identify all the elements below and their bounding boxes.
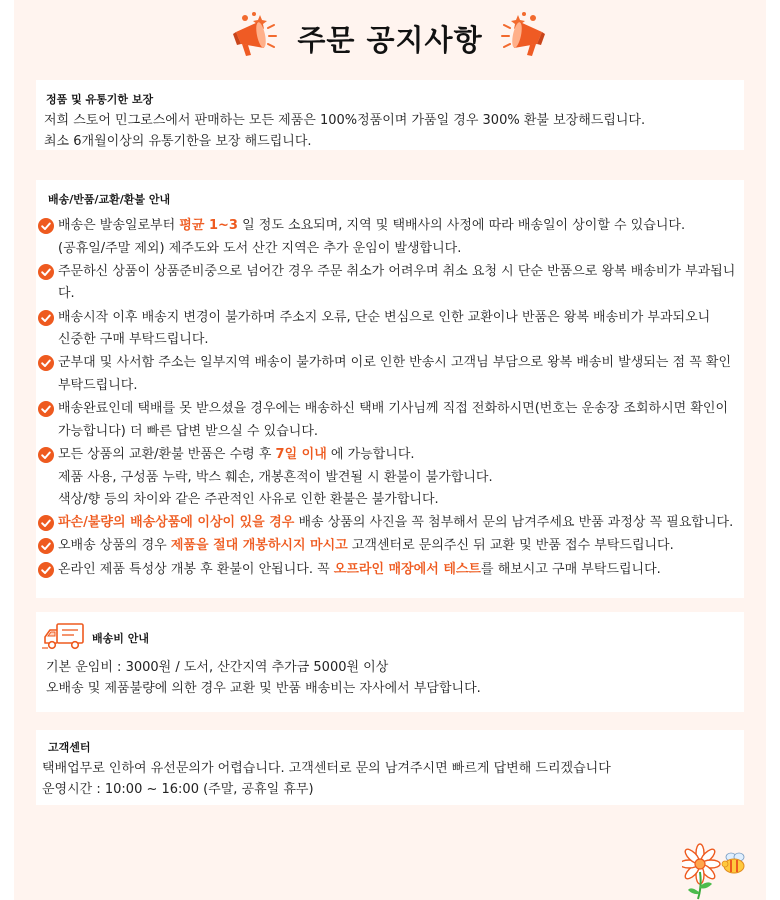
item-text: 주문하신 상품이 상품준비중으로 넘어간 경우 주문 취소가 어려우며 취소 요청 시 단순 반품으로 왕복 배송비가 부과됩니 다. xyxy=(58,263,736,302)
item-text: 군부대 및 사서함 주소는 일부지역 배송이 불가하며 이로 인한 반송시 고객님 부담으로 왕복 배송비 발생되는 점 꼭 확인 부탁드립니다. xyxy=(58,355,732,393)
check-circle-icon xyxy=(38,562,54,578)
shipping-fee-heading: 배송비 안내 xyxy=(92,632,149,645)
flower-bee-icon xyxy=(682,842,752,900)
list-item xyxy=(36,215,744,260)
authenticity-section xyxy=(36,80,744,150)
list-item xyxy=(36,559,744,582)
authenticity-line: 저희 스토어 민그로스에서 판매하는 모든 제품은 100%정품이며 가품일 경우 300% 환불 보장해드립니다. xyxy=(44,113,646,128)
list-item xyxy=(36,352,744,397)
delivery-truck-icon xyxy=(42,620,86,652)
item-highlight: 제품을 절대 개봉하시지 마시고 xyxy=(170,538,348,554)
list-item xyxy=(36,512,744,535)
item-text: 오배송 상품의 경우 xyxy=(58,538,171,554)
item-text: 일 정도 소요되며, 지역 및 택배사의 사정에 따라 배송일이 상이할 수 있습니다. (공휴일/주말 제외) 제주도와 도서 산간 지역은 추가 운임이 발생합니다. xyxy=(58,218,686,256)
page-title: 주문 공지사항 xyxy=(297,23,483,57)
item-text: 배송은 발송일로부터 xyxy=(58,218,180,233)
policy-list xyxy=(36,215,744,582)
customer-center-section xyxy=(36,730,744,805)
item-highlight: 7일 이내 xyxy=(275,446,327,462)
check-circle-icon xyxy=(38,310,54,326)
megaphone-icon xyxy=(498,6,554,62)
item-text: 온라인 제품 특성상 개봉 후 환불이 안됩니다. 꼭 xyxy=(58,561,334,577)
customer-center-line: 운영시간 : 10:00 ~ 16:00 (주말, 공휴일 휴무) xyxy=(42,782,314,797)
shipping-returns-section xyxy=(36,180,744,598)
list-item xyxy=(36,307,744,352)
item-highlight: 파손/불량의 배송상품에 이상이 있을 경우 xyxy=(58,515,295,531)
item-text: 배송완료인데 택배를 못 받으셨을 경우에는 배송하신 택배 기사님께 직접 전화하시면(번호는 운송장 조회하시면 확인이 가능합니다) 더 빠른 답변 받으실 수 있습니다. xyxy=(58,401,729,439)
check-circle-icon xyxy=(38,355,54,371)
list-item xyxy=(36,444,744,512)
customer-center-line: 택배업무로 인하여 유선문의가 어렵습니다. 고객센터로 문의 남겨주시면 빠르게 답변해 드리겠습니다 xyxy=(42,761,611,776)
check-circle-icon xyxy=(38,401,54,417)
item-text: 배송 상품의 사진을 꼭 첨부해서 문의 남겨주세요 반품 과정상 꼭 필요합니다. xyxy=(294,515,734,531)
header xyxy=(14,0,766,76)
check-circle-icon xyxy=(38,538,54,554)
item-text: 배송시작 이후 배송지 변경이 불가하며 주소지 오류, 단순 변심으로 인한 교환이나 반품은 왕복 배송비가 부과되오니 신중한 구매 부탁드립니다. xyxy=(58,309,711,348)
shipping-fee-section xyxy=(36,612,744,712)
item-highlight: 오프라인 매장에서 테스트 xyxy=(333,561,481,577)
authenticity-line: 최소 6개월이상의 유통기한을 보장 해드립니다. xyxy=(44,134,312,149)
shipping-fee-line: 오배송 및 제품불량에 의한 경우 교환 및 반품 배송비는 자사에서 부담합니다. xyxy=(46,681,481,696)
list-item xyxy=(36,535,744,558)
item-text: 에 가능합니다. 제품 사용, 구성품 누락, 박스 훼손, 개봉흔적이 발견될 시 환불이 불가합니다. 색상/향 등의 차이와 같은 주관적인 사유로 인한 환불은 불가합니다. xyxy=(58,446,493,508)
list-item xyxy=(36,261,744,306)
item-text: 모든 상품의 교환/환불 반품은 수령 후 xyxy=(58,446,276,462)
check-circle-icon xyxy=(38,218,54,234)
shipping-returns-heading: 배송/반품/교환/환불 안내 xyxy=(48,193,171,206)
check-circle-icon xyxy=(38,515,54,531)
shipping-fee-line: 기본 운임비 : 3000원 / 도서, 산간지역 추가금 5000원 이상 xyxy=(46,660,389,675)
list-item xyxy=(36,398,744,443)
item-highlight: 평균 1~3 xyxy=(179,218,238,233)
authenticity-heading: 정품 및 유통기한 보장 xyxy=(46,93,154,106)
item-text: 를 해보시고 구매 부탁드립니다. xyxy=(481,561,661,577)
check-circle-icon xyxy=(38,447,54,463)
notice-page xyxy=(14,0,766,900)
customer-center-heading: 고객센터 xyxy=(48,741,91,754)
check-circle-icon xyxy=(38,264,54,280)
item-text: 고객센터로 문의주신 뒤 교환 및 반품 접수 부탁드립니다. xyxy=(347,538,674,554)
